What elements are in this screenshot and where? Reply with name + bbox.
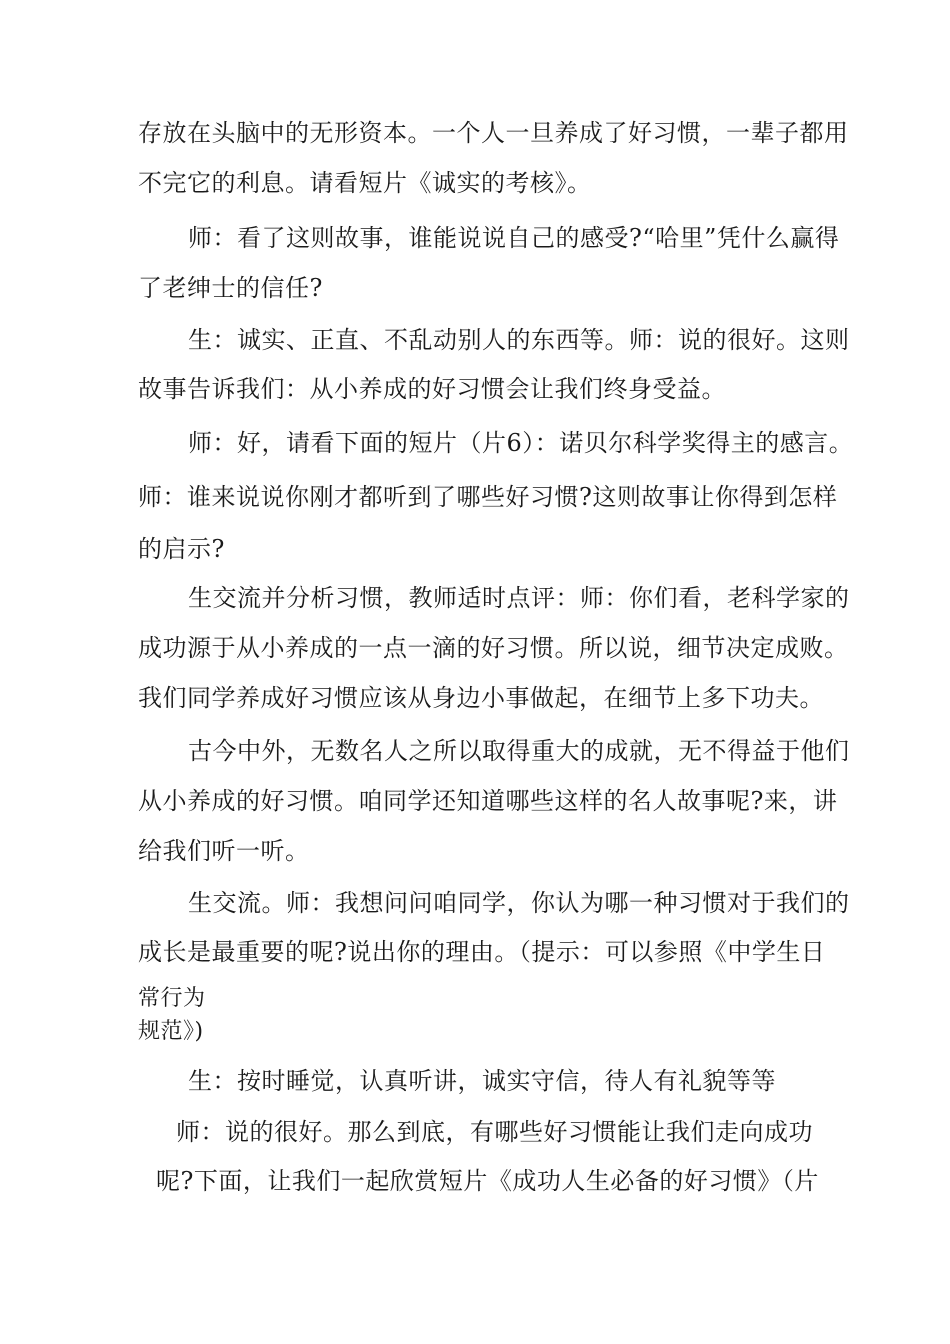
- text-line: 不完它的利息。请看短片《诚实的考核》。: [138, 169, 592, 197]
- text-line: 生交流并分析习惯，教师适时点评：师：你们看，老科学家的: [188, 584, 850, 612]
- text-line: 师：说的很好。那么到底，有哪些好习惯能让我们走向成功: [176, 1118, 813, 1146]
- text-line: 了老绅士的信任?: [138, 274, 323, 302]
- text-line: 师：谁来说说你刚才都听到了哪些好习惯?这则故事让你得到怎样: [138, 483, 838, 511]
- text-line: 常行为: [138, 986, 206, 1011]
- text-line: 生：诚实、正直、不乱动别人的东西等。师：说的很好。这则: [188, 326, 850, 354]
- text-line: 从小养成的好习惯。咱同学还知道哪些这样的名人故事呢?来，讲: [138, 787, 838, 815]
- text-line: 规范》): [138, 1019, 204, 1044]
- text-line: 生：按时睡觉，认真听讲，诚实守信，待人有礼貌等等: [188, 1067, 776, 1095]
- text-line: 故事告诉我们：从小养成的好习惯会让我们终身受益。: [138, 375, 726, 403]
- text-line: 存放在头脑中的无形资本。一个人一旦养成了好习惯，一辈子都用: [138, 119, 849, 147]
- text-line: 我们同学养成好习惯应该从身边小事做起，在细节上多下功夫。: [138, 684, 824, 712]
- text-line: 给我们听一听。: [138, 837, 310, 865]
- text-line: 师：看了这则故事，谁能说说自己的感受?“哈里”凭什么赢得: [188, 224, 840, 252]
- text-line: 呢?下面，让我们一起欣赏短片《成功人生必备的好习惯》（片: [156, 1167, 819, 1195]
- text-line: 师：好，请看下面的短片（片6）：诺贝尔科学奖得主的感言。: [188, 429, 854, 457]
- text-line: 成长是最重要的呢?说出你的理由。（提示：可以参照《中学生日: [138, 938, 826, 966]
- text-line: 成功源于从小养成的一点一滴的好习惯。所以说，细节决定成败。: [138, 634, 849, 662]
- text-line: 生交流。师：我想问问咱同学，你认为哪一种习惯对于我们的: [188, 889, 850, 917]
- text-line: 古今中外，无数名人之所以取得重大的成就，无不得益于他们: [188, 737, 850, 765]
- text-line: 的启示?: [138, 535, 225, 563]
